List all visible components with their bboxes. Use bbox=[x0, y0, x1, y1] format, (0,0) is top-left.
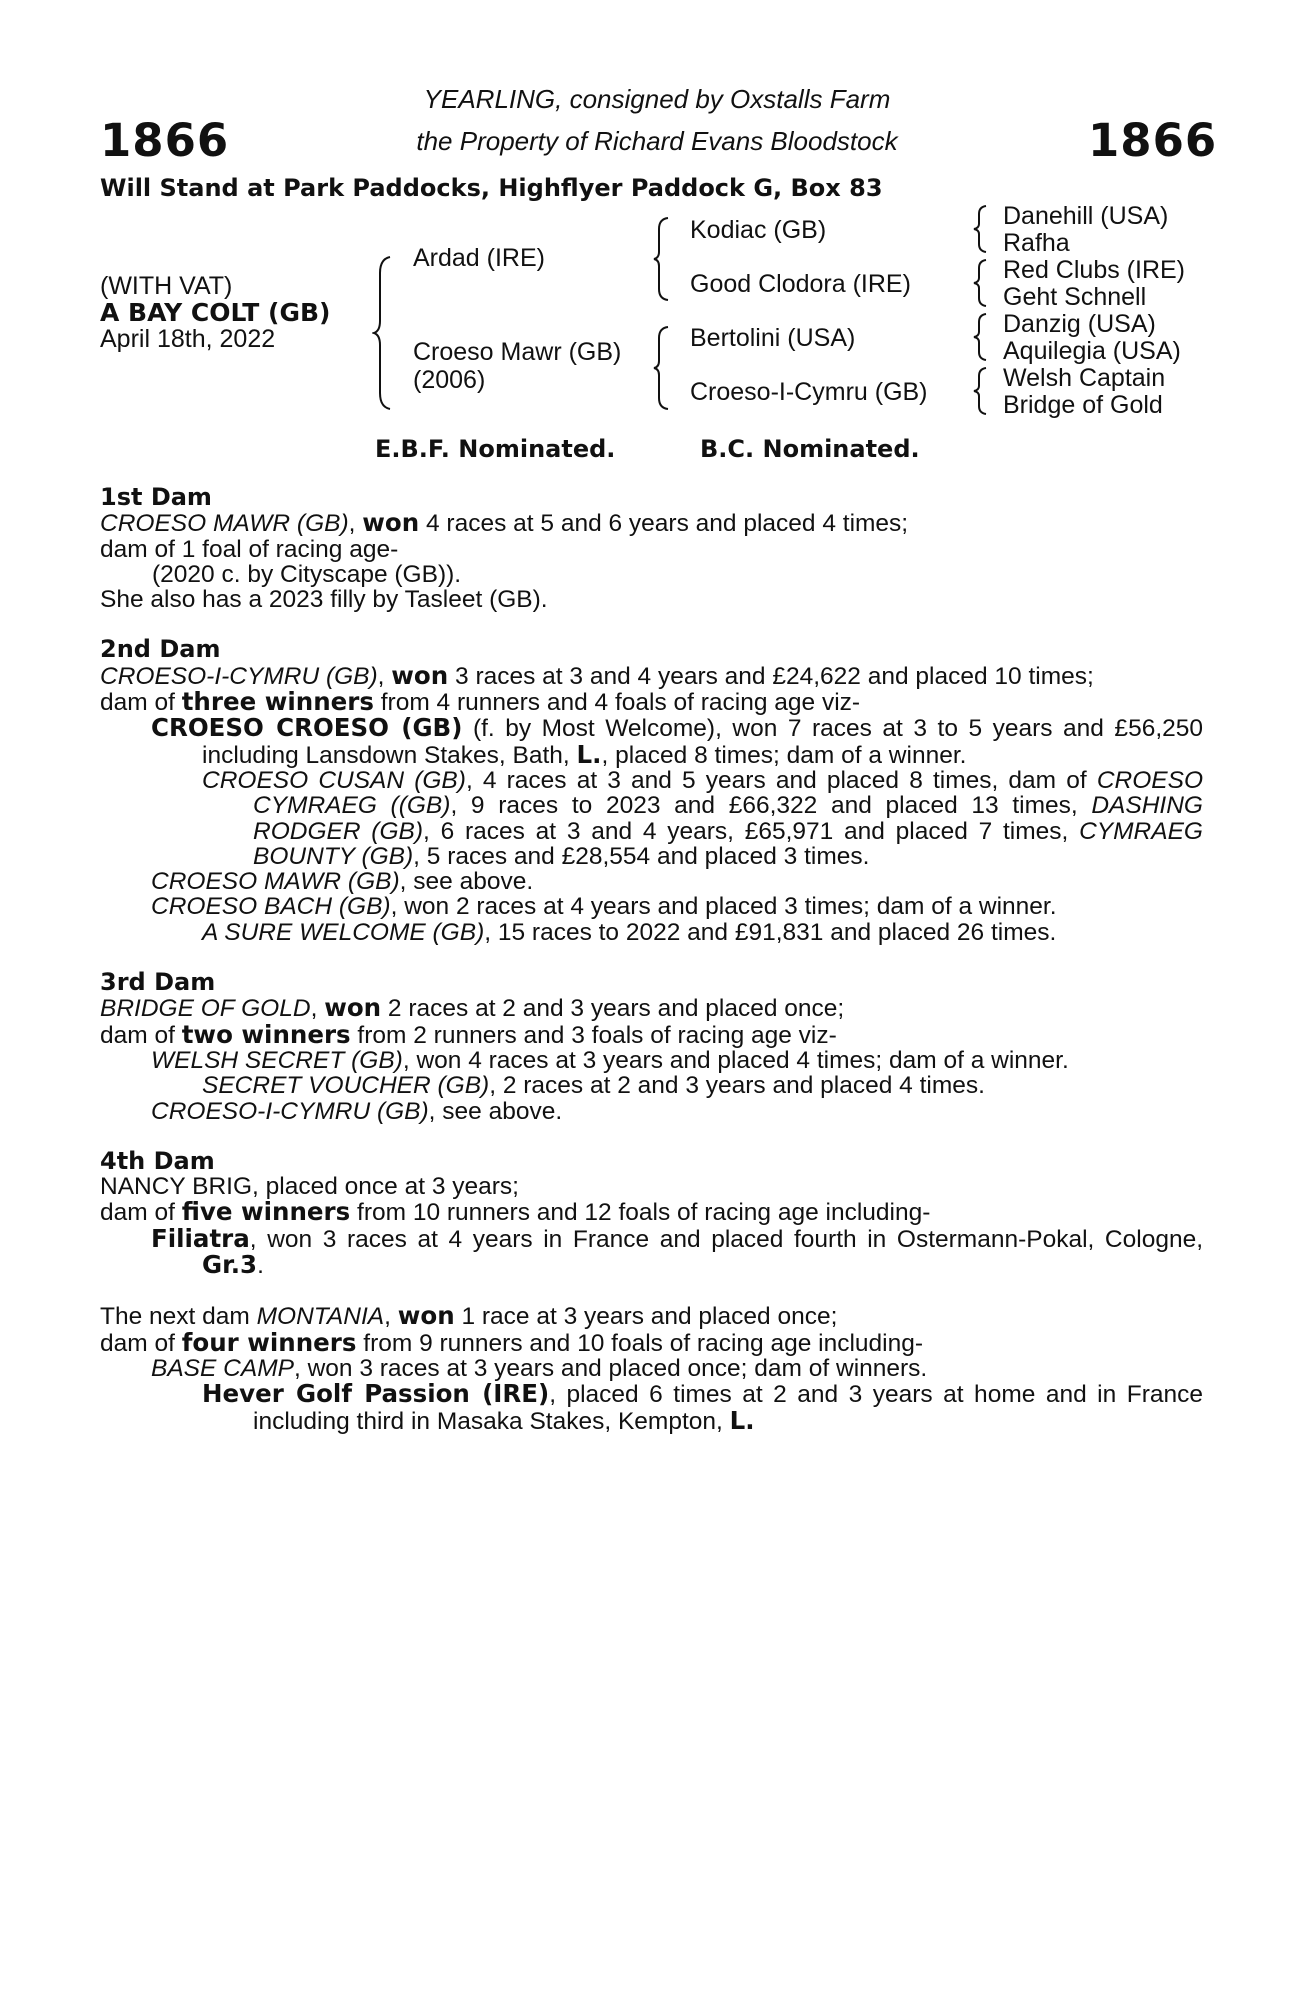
text: , 2 races at 2 and 3 years and placed 4 times. bbox=[489, 1072, 985, 1100]
text: 3 races at 3 and 4 years and £24,622 and placed 10 times; bbox=[448, 662, 1094, 690]
fourth-dam-section bbox=[100, 1146, 1203, 1280]
winners-count: two winners bbox=[181, 1019, 351, 1049]
text: , 5 races and £28,554 and placed 3 times. bbox=[413, 842, 870, 870]
horse-name-ref: CROESO CROESO (GB) bbox=[151, 713, 463, 743]
progeny-entry bbox=[100, 894, 1203, 919]
horse-name-ref: CROESO BACH (GB) bbox=[151, 893, 391, 921]
progeny-entry bbox=[100, 715, 1203, 768]
progeny-entry bbox=[100, 1099, 1203, 1124]
text: 1 race at 3 years and placed once; bbox=[454, 1303, 838, 1331]
dam-sire: Bertolini (USA) bbox=[690, 324, 856, 352]
progeny-entry bbox=[100, 1048, 1203, 1073]
text: 2 races at 2 and 3 years and placed once; bbox=[381, 995, 845, 1023]
text: , won 4 races at 3 years and placed 4 times; dam of a winner. bbox=[402, 1046, 1069, 1074]
dam-year: (2006) bbox=[413, 366, 486, 394]
text: , 6 races at 3 and 4 years, £65,971 and placed 7 times, bbox=[423, 817, 1080, 845]
horse-name-ref: MONTANIA bbox=[256, 1303, 385, 1331]
ancestor-1: Danehill (USA) bbox=[1003, 202, 1169, 230]
progeny-entry bbox=[100, 1356, 1203, 1381]
won-label: won bbox=[391, 660, 449, 690]
lot-number-left: 1866 bbox=[100, 114, 230, 167]
ebf-nomination: E.B.F. Nominated. bbox=[375, 435, 616, 463]
text: , won 3 races at 3 years and placed once; dam of winners. bbox=[293, 1354, 928, 1382]
text: . bbox=[257, 1252, 264, 1280]
ancestor-5: Danzig (USA) bbox=[1003, 310, 1156, 338]
horse-name-ref: CROESO-I-CYMRU (GB) bbox=[151, 1097, 429, 1125]
text-line: (2020 c. by Cityscape (GB)). bbox=[152, 560, 462, 588]
horse-name-ref: CROESO MAWR (GB) bbox=[151, 868, 400, 896]
progeny-entry bbox=[100, 768, 1203, 869]
dam: Croeso Mawr (GB) bbox=[413, 338, 622, 366]
horse-name-ref: CROESO CYMRAEG ((GB) bbox=[253, 766, 1203, 820]
dam-dam: Croeso-I-Cymru (GB) bbox=[690, 378, 928, 406]
winners-count: five winners bbox=[181, 1197, 351, 1227]
lot-number-right: 1866 bbox=[1088, 114, 1218, 167]
horse-name-ref: Hever Golf Passion (IRE) bbox=[202, 1379, 550, 1409]
text: , bbox=[348, 510, 363, 538]
pedigree-brace-3c bbox=[972, 312, 990, 362]
sire-dam: Good Clodora (IRE) bbox=[690, 270, 911, 298]
text: , placed 8 times; dam of a winner. bbox=[601, 741, 967, 769]
text: dam of bbox=[100, 1021, 182, 1049]
text: , 4 races at 3 and 5 years and placed 8 times, dam of bbox=[465, 766, 1097, 794]
text: from 2 runners and 3 foals of racing age viz- bbox=[350, 1021, 837, 1049]
ancestor-2: Rafha bbox=[1003, 229, 1070, 257]
consignment-line1: YEARLING, consigned by Oxstalls Farm bbox=[423, 84, 891, 114]
progeny-entry bbox=[100, 1223, 1203, 1280]
text: dam of bbox=[100, 1199, 182, 1227]
text-line: She also has a 2023 filly by Tasleet (GB). bbox=[100, 586, 548, 614]
won-label: won bbox=[324, 993, 382, 1023]
bc-nomination: B.C. Nominated. bbox=[700, 435, 920, 463]
foaling-date: April 18th, 2022 bbox=[100, 325, 276, 353]
section-heading: 4th Dam bbox=[100, 1146, 215, 1175]
text: , won 2 races at 4 years and placed 3 times; dam of a winner. bbox=[390, 893, 1057, 921]
pedigree-brace-3b bbox=[972, 258, 990, 308]
progeny-entry bbox=[100, 920, 1203, 945]
pedigree-brace-2a bbox=[652, 216, 672, 302]
text: dam of bbox=[100, 689, 182, 717]
sire: Ardad (IRE) bbox=[413, 244, 545, 272]
progeny-entry bbox=[100, 1073, 1203, 1098]
text: dam of bbox=[100, 1329, 182, 1357]
text: , 9 races to 2023 and £66,322 and placed 13 times, bbox=[450, 792, 1092, 820]
section-heading: 3rd Dam bbox=[100, 968, 216, 997]
ancestor-4: Geht Schnell bbox=[1003, 283, 1147, 311]
text: from 4 runners and 4 foals of racing age viz- bbox=[373, 689, 861, 717]
horse-name-ref: BRIDGE OF GOLD bbox=[100, 995, 311, 1023]
text-line: dam of 1 foal of racing age- bbox=[100, 535, 399, 563]
text-line: NANCY BRIG, placed once at 3 years; bbox=[100, 1173, 519, 1201]
pedigree-brace-3a bbox=[972, 204, 990, 254]
progeny-entry bbox=[100, 869, 1203, 894]
won-label: won bbox=[362, 508, 420, 538]
text: 4 races at 5 and 6 years and placed 4 times; bbox=[419, 510, 909, 538]
third-dam-section: 3rd Dam BRIDGE OF GOLD, won 2 races at 2 and 3 years and placed once; dam of two winners from 2 runners and 3 foals of racing age viz- WELSH SECRET (GB), won 4 races at 3 years and placed 4 times; dam of a winner. SECRET VOUCHER (GB), 2 races at 2 and 3 years and placed 4 times. CROESO-I-CYMRU (GB), see above. bbox=[100, 970, 1203, 1124]
section-heading: 1st Dam bbox=[100, 483, 212, 511]
text: , won 3 races at 4 years in France and placed fourth in Ostermann-Pokal, Cologne, bbox=[249, 1225, 1203, 1253]
text: The next dam bbox=[100, 1303, 257, 1331]
winners-count: three winners bbox=[181, 687, 374, 717]
text: from 10 runners and 12 foals of racing age including- bbox=[350, 1199, 931, 1227]
catalogue-body bbox=[100, 485, 1203, 1434]
vat-note: (WITH VAT) bbox=[100, 272, 233, 300]
ancestor-8: Bridge of Gold bbox=[1003, 391, 1163, 419]
first-dam-section bbox=[100, 485, 1203, 612]
ancestor-3: Red Clubs (IRE) bbox=[1003, 256, 1185, 284]
horse-name-ref: BASE CAMP bbox=[151, 1354, 294, 1382]
ancestor-7: Welsh Captain bbox=[1003, 364, 1166, 392]
winners-count: four winners bbox=[181, 1327, 357, 1357]
text: , 15 races to 2022 and £91,831 and placed 26 times. bbox=[484, 918, 1057, 946]
sire-sire: Kodiac (GB) bbox=[690, 216, 827, 244]
horse-name-ref: SECRET VOUCHER (GB) bbox=[202, 1072, 490, 1100]
pedigree-brace-3d bbox=[972, 366, 990, 416]
listed-marker: L. bbox=[576, 739, 602, 769]
horse-name-ref: CROESO MAWR (GB) bbox=[100, 510, 349, 538]
text: , see above. bbox=[399, 868, 534, 896]
pedigree-brace-2b bbox=[652, 325, 672, 411]
pedigree-brace-1 bbox=[372, 255, 394, 411]
second-dam-section: 2nd Dam CROESO-I-CYMRU (GB), won 3 races at 3 and 4 years and £24,622 and placed 10 times; dam of three winners from 4 runners and 4 foals of racing age viz- CROESO CROESO (GB) (f. by Most Welcome), won 7 races at 3 to 5 years and £56,250 including Lansdown Stakes, Bath, L., placed 8 times; dam of a winner. CROESO CUSAN (GB), 4 races at 3 and 5 years and placed 8 times, dam of CROESO CYMRAEG ((GB), 9 races to 2023 and £66,322 and placed 13 times, DASHING RODGER (GB), 6 races at 3 and 4 years, £65,971 and placed 7 times, CYMRAEG BOUNTY (GB), 5 races and £28,554 and placed 3 times. CROESO MAWR (GB), see above. CROESO BACH (GB), won 2 races at 4 years and placed 3 times; dam of a winner. A SURE WELCOME (GB), 15 races to 2022 and £91,831 and placed 26 times. bbox=[100, 635, 1203, 946]
text: , see above. bbox=[428, 1097, 563, 1125]
next-dam-section: The next dam MONTANIA, won 1 race at 3 years and placed once; dam of four winners from 9 runners and 10 foals of racing age including- BASE CAMP, won 3 races at 3 years and placed once; dam of winners. Hever Golf Passion (IRE), placed 6 times at 2 and 3 years at home and in France including third in Masaka Stakes, Kempton, L. bbox=[100, 1301, 1203, 1435]
horse-name: A BAY COLT (GB) bbox=[100, 298, 331, 327]
horse-name-ref: CYMRAEG BOUNTY (GB) bbox=[253, 817, 1203, 870]
won-label: won bbox=[397, 1301, 455, 1331]
listed-marker: L. bbox=[729, 1405, 755, 1435]
horse-name-ref: A SURE WELCOME (GB) bbox=[202, 918, 485, 946]
stand-location: Will Stand at Park Paddocks, Highflyer Paddock G, Box 83 bbox=[100, 174, 883, 202]
horse-name-ref: Filiatra bbox=[151, 1223, 250, 1253]
section-heading: 2nd Dam bbox=[100, 635, 221, 664]
text: (f. by Most Welcome), won 7 races at 3 to 5 years and £56,250 including Lansdown Stakes, Bath, bbox=[202, 715, 1203, 769]
horse-name-ref: CROESO-I-CYMRU (GB) bbox=[100, 662, 378, 690]
ancestor-6: Aquilegia (USA) bbox=[1003, 337, 1181, 365]
text: from 9 runners and 10 foals of racing age including- bbox=[356, 1329, 924, 1357]
consignment-line2: the Property of Richard Evans Bloodstock bbox=[416, 126, 898, 156]
horse-name-ref: CROESO CUSAN (GB) bbox=[202, 766, 466, 794]
horse-name-ref: DASHING RODGER (GB) bbox=[253, 792, 1203, 845]
progeny-entry bbox=[100, 1381, 1203, 1434]
horse-name-ref: WELSH SECRET (GB) bbox=[151, 1046, 403, 1074]
text: , placed 6 times at 2 and 3 years at home and in France including third in Masaka Stakes, Kempton, bbox=[253, 1381, 1203, 1435]
group-marker: Gr.3 bbox=[202, 1250, 258, 1280]
